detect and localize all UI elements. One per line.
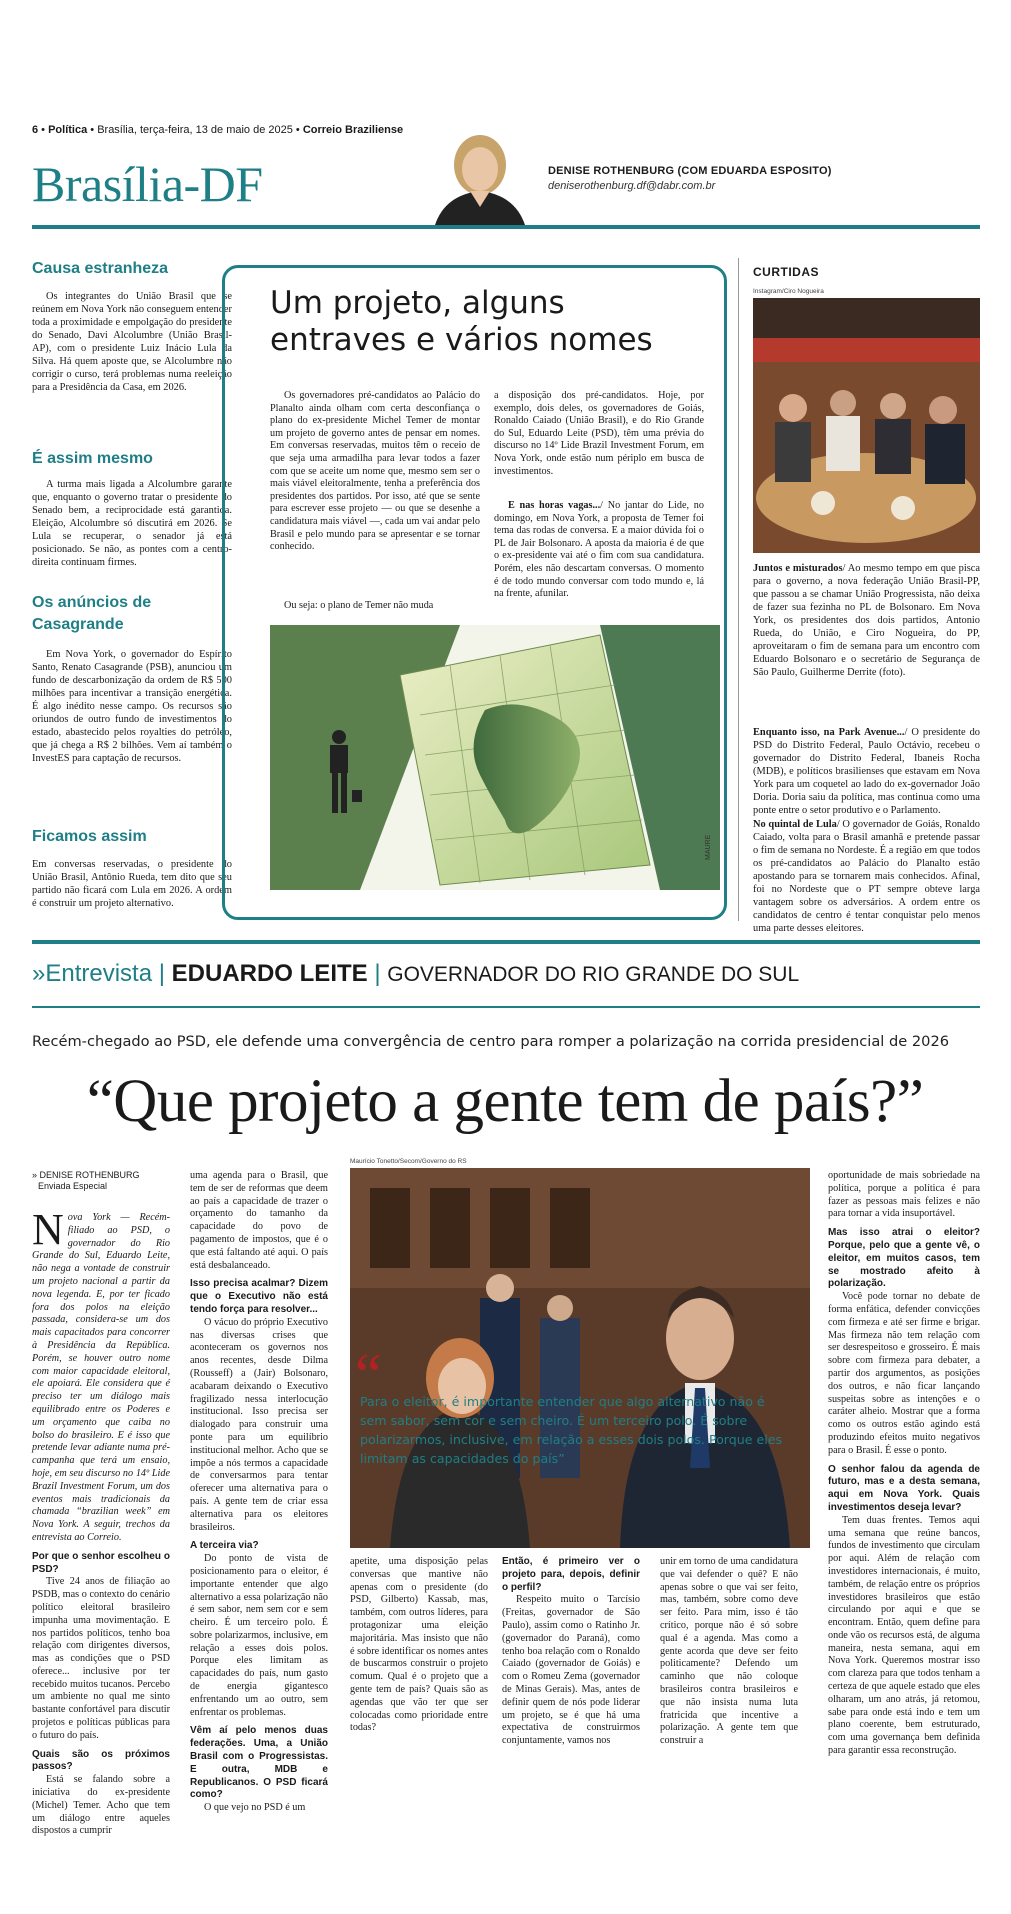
column-divider [738,258,739,921]
interview-subhead: Recém-chegado ao PSD, ele defende uma convergência de centro para romper a polarização na corrida presidencial de 2026 [32,1033,950,1050]
feature-col-2b [494,500,704,601]
curtidas-lead: Juntos e misturados [753,563,843,574]
columnist-email[interactable]: deniserothenburg.df@dabr.com.br [548,180,716,192]
interview-photo [350,1168,810,1548]
curtidas-text: / O presidente do PSD do Distrito Federal, Paulo Octávio, recebeu o governador do Distrito Federal, Ibaneis Rocha (MDB), e políticos brasilienses que estavam em Nova York para um coquetel ao lado do ex-governador João Doria. Doria saiu da política, mas continua como uma ponte entre o setor produtivo e o Parlamento. [753,727,981,816]
feature-lead: E nas horas vagas... [508,500,601,511]
photo-credit: Instagram/Ciro Nogueira [753,288,824,295]
puzzle-map-illustration [270,625,720,890]
curtidas-label: CURTIDAS [753,265,819,279]
photo-credit: Maurício Tonetto/Secom/Governo do RS [350,1158,467,1165]
note-heading: Os anúncios de Casagrande [32,594,152,633]
curtidas-item [753,818,980,935]
answer: apetite, uma disposição pelas conversas que mantive não apenas com o presidente (do PSD, Gilberto) Kassab, mas, também, com outros líderes, para protagonizar uma eleição majoritária. Mas insisto que não é sobre identificar os nomes antes de buscarmos construir o projeto comum. Qual é o projeto que a gente tem de país? Quais são as agendas que vão ter que ser colocadas como prioridade entre todas? [350,1556,488,1734]
illustration-credit: MAURE [705,834,712,860]
note-body: Em Nova York, o governador do Espírito Santo, Renato Casagrande (PSB), anunciou um fundo de descarbonização da ordem de R$ 500 milhões para incentivar a transição energética. É algo inédito nesse campo. Os recursos são oriundos de outro fundo de investimentos do estado, abastecido pelos royalties do petróleo, que já chega a R$ 2 bilhões. Vem aí também o InvestES para captação de recursos. [32,649,232,764]
band-prefix: »Entrevista [32,960,153,987]
interview-band: »Entrevista | EDUARDO LEITE | GOVERNADOR DO RIO GRANDE DO SUL [32,960,800,987]
question: Quais são os próximos passos? [32,1748,170,1773]
curtidas-lead: Enquanto isso, na Park Avenue... [753,727,905,738]
note-body: A turma mais ligada a Alcolumbre garante que, enquanto o governo tratar o presidente do Senado bem, a reciprocidade está garantida. Eleição, Alcolumbre só discutirá em 2026. Se Lula se recuperar, o senador já está posicionado. Se não, as pontes com a centro-direita continuam firmes. [32,479,232,568]
interview-headline: “Que projeto a gente tem de país?” [86,1068,924,1135]
column-masthead: Brasília-DF [32,156,263,212]
interview-col-3 [350,1556,488,1735]
answer: O que vejo no PSD é um [204,1802,306,1814]
curtidas-item [753,562,980,679]
answer: unir em torno de uma candidatura que vai defender o quê? E não apenas sobre o que vai ser feito, mas, também, sobre como deve ser feito. Para mim, isso é tão crítico, porque não é só sobre qual é a agenda. Mas como a gente acorda que deve ser feito politicamente? Defendo um caminho que não coloque brasileiros contra brasileiros e que não insista numa luta fratricida que incentive a polarização. A gente tem que construir a [660,1556,798,1747]
interviewee-name: EDUARDO LEITE [171,960,368,987]
feature-col-1-end: Ou seja: o plano de Temer não muda [284,600,434,611]
answer: uma agenda para o Brasil, que tem de ser de reformas que deem ao país a capacidade de trazer o orçamento do tamanho da capacidade do povo de pagamento de impostos, que é o que está faltando até aqui. O país está desbalanceado. [190,1170,328,1271]
columnist-portrait [425,125,535,225]
feature-title: Um projeto, alguns entraves e vários nomes [270,285,653,358]
answer: Respeito muito o Tarcísio (Freitas, governador de São Paulo), assim como o Ratinho Jr. (governador do Paraná), como tenho boa relação com o Ronaldo Caiado (governador de Goiás) e com o Romeu Zema (governador de Minas Gerais). Mas, antes de definir quem de nós pode liderar um projeto, se é que há uma expectativa de construirmos conjuntamente, vamos nos [502,1594,640,1747]
answer: Do ponto de vista de posicionamento para o eleitor, é importante entender que algo alternativo a essa polarização não é sem sabor, nem sem cor e sem cheiro. É um terceiro polo. É sobre polarizarmos, inclusive, em relação a esses dois polos. Porque eles limitam as capacidades do país, num gasto de energia gigantesco enfrentando um ao outro, sem enfrentar os problemas. [190,1553,328,1718]
question: Por que o senhor escolheu o PSD? [32,1550,170,1575]
drop-cap: N [32,1205,64,1254]
band-rule-top [32,940,980,944]
answer: oportunidade de mais sobriedade na política, porque a política é para fazer as pessoas mais felizes e não para tornar a vida insuportável. [828,1170,980,1220]
curtidas-item [753,726,980,817]
question: Mas isso atrai o eleitor? Porque, pelo que a gente vê, o eleitor, em muitos casos, tem se mostrado afeito à polarização. [828,1227,980,1290]
dateline: Brasília, terça-feira, 13 de maio de 2025 [97,124,293,136]
note-heading: Ficamos assim [32,828,147,845]
curtidas-text: / Ao mesmo tempo em que pisca para o governo, a nova federação União Brasil-PP, que passou a se chamar União Progressista, não deixa de fazer sua fezinha no PL de Bolsonaro. Em Nova York, os presidentes dos dois partidos, Antonio Rueda, do União, e Ciro Nogueira, do PP, aproveitaram o fim de semana para um encontro com Eduardo Bolsonaro e o secretário de Segurança de São Paulo, Guilherme Derrite (foto). [753,563,980,678]
byline-role: Enviada Especial [38,1181,108,1191]
interviewee-role: GOVERNADOR DO RIO GRANDE DO SUL [387,963,800,986]
section-name: Política [48,124,88,136]
interview-col-6 [828,1170,980,1758]
page-number: 6 [32,124,39,136]
restaurant-group-photo [753,298,980,553]
feature-col-2: a disposição dos pré-candidatos. Hoje, por exemplo, dois deles, os governadores de Goiás, Ronaldo Caiado (União Brasil), e do Rio Grande do Sul, Eduardo Leite (PSD), têm uma prévia do discurso no 14º Lide Brazil Investment Forum, em Nova York, onde estão num périplo em busca de investimentos. [494,390,704,477]
byline: » DENISE ROTHENBURG [32,1170,140,1180]
pull-quote: Para o eleitor, é importante entender que algo alternativo não é sem sabor, sem cor e sem cheiro. É um terceiro polo. É sobre polarizarmos, inclusive, em relação a esses dois polos. Porque eles limitam as capacidades do país” [360,1394,783,1466]
answer: Tem duas frentes. Temos aqui uma semana que reúne bancos, fundos de investimento que circulam por aqui. Além de relação com investidores internacionais, é muito, também, de relação entre os próprios investidores brasileiros que estão circulando por aqui e que se encontram. Então, quem define para onde vão os recursos está, de alguma maneira, nesta semana, aqui em Nova York. Queremos mostrar isso com clareza para que todos tenham a certeza de que aquele estado que eles olharam, um ano atrás, já retomou, sabe para onde está indo e tem um plano coerente, bem estruturado, com uma governança bem definida para garantir essa reconstrução. [828,1514,980,1757]
interview-col-5 [660,1556,798,1748]
quote-mark-icon: “ [355,1342,382,1408]
question: Vêm aí pelo menos duas federações. Uma, a União Brasil com o Progressistas. E outra, MDB e Republicanos. O PSD ficará como? [190,1725,328,1801]
header-rule [32,225,980,229]
question: O senhor falou da agenda de futuro, mas e a desta semana, aqui em Nova York. Quais investimentos deseja levar? [828,1463,980,1513]
interview-col-4 [502,1556,640,1748]
curtidas-lead: No quintal de Lula [753,819,837,830]
note-body: Os integrantes do União Brasil que se reúnem em Nova York não conseguem entender toda a proximidade e empolgação do presidente do Senado, Davi Alcolumbre (União Brasil-AP), com o presidente Luiz Inácio Lula da Silva. Há quem aposte que, se Alcolumbre não corrigir o curso, terá problemas numa reeleição para a Presidência da Casa, em 2026. [32,291,232,393]
folio: 6 • Política • Brasília, terça-feira, 13 de maio de 2025 • Correio Braziliense [32,124,404,136]
interview-intro: ova York — Recém-filiado ao PSD, o governador do Rio Grande do Sul, Eduardo Leite, não nega a vontade de construir um projeto nacional a partir da nova legenda. E, por ter ficado fora dos polos na eleição passada, considera-se um dos mais capacitados para concorrer à Presidência da República. Porém, se houver outro nome com maior capacidade eleitoral, ele apoiará. Ele considera que é preciso ter um diálogo mais equilibrado entre os Poderes e um orçamento que caiba no bolso do brasileiro. E é isso que pretende levar adiante numa pré-campanha que terá um ensaio, hoje, em seu discurso no 14º Lide Brazil Investment Forum, um dos eventos mais tradicionais da chamada “brazilian week” em Nova York. A seguir, trechos da entrevista ao Correio. [32,1212,170,1543]
answer: Está se falando sobre a iniciativa do ex-presidente (Michel) Temer. Acho que tem um diálogo entre aqueles dispostos a cumprir [32,1774,170,1837]
answer: O vácuo do próprio Executivo nas diversas crises que aconteceram os governos nos anos recentes, desde Dilma (Rousseff) a (Jair) Bolsonaro, acabaram deixando o Executivo fragilizado nessa interlocução institucional. Isso precisa ser dialogado para construir uma ponte para um equilíbrio institucional melhor. Acho que se impõe a nós termos a capacidade de conversarmos para tentar oferecer uma alternativa para o país. A gente tem de criar essa alternativa para os eleitores brasileiros. [190,1316,328,1533]
columnist-name: DENISE ROTHENBURG (COM EDUARDA ESPOSITO) [548,165,832,177]
question: Isso precisa acalmar? Dizem que o Executivo não está tendo força para resolver... [190,1278,328,1315]
paper-name: Correio Braziliense [302,124,404,136]
feature-col-2b-text: / No jantar do Lide, no domingo, em Nova York, a proposta de Temer foi tema das rodas de conversa. E a maior dúvida foi o PL de Jair Bolsonaro. A aposta da maioria é de que o ex-presidente vai até o fim com sua candidatura. Porém, eles não descartam conversas. O momento é de todo mundo conversar com todo mundo e, lá na frente, afunilar. [494,500,704,600]
feature-col-1: Os governadores pré-candidatos ao Palácio do Planalto ainda olham com certa desconfiança o plano do ex-presidente Michel Temer de montar um projeto de governo antes de pensar em nomes. Em conversas reservadas, muitos têm o receio de que seja uma armadilha para levar todos a fazer com que se aceite um nome que, mesmo sem ser o mais viável eleitoralmente, tenha a preferência dos presidentes dos partidos. Por isso, até que se sente para escrever esse projeto — ou que se desenhe a candidatura mais viável —, cada um vai andar pelo Brasil e pelo mundo para se apresentar e se tornar conhecido. [270,390,480,553]
answer: Tive 24 anos de filiação ao PSDB, mas o contexto do cenário político eleitoral brasileiro impunha uma movimentação. E nos partidos políticos, tenho boa relação com dirigentes diversos, mas as condições que o PSD oferece... inclusive por ter recebido muitos tucanos. Percebo um ambiente no qual me sinto bastante confortável para discutir projetos e políticas públicas para o futuro do país. [32,1576,170,1741]
curtidas-text: / O governador de Goiás, Ronaldo Caiado, volta para o Brasil amanhã e pretende passar o fim de semana no Nordeste. É a região em que todos os pré-candidatos ao Palácio do Planalto estão apostando para se tornarem mais conhecidos. Afinal, foi no Nordeste que o PT sempre obteve larga vantagem sobre os adversários. A ordem entre os candidatos de centro é tentar conquistar pelo menos uma parte desses eleitores. [753,819,980,934]
answer: Você pode tornar no debate de forma enfática, defender convicções com firmeza e até ser firme e brigar. Mas firmeza não tem relação com ser desrespeitoso e grosseiro. É mais sobre com firmeza para debater, a partir dos argumentos, as posições dos outros, e não ficar lançando suspeitas sobre as intenções e o caráter alheio. Mostrar que a forma como os outros estão agindo está produzindo efeitos muito negativos para o Brasil. É esse o ponto. [828,1291,980,1456]
note-heading: Causa estranheza [32,260,169,277]
note-heading: É assim mesmo [32,450,153,467]
band-rule-bottom [32,1006,980,1008]
note-body: Em conversas reservadas, o presidente do União Brasil, Antônio Rueda, tem dito que seu partido não ficará com Lula em 2026. A ordem é construir um projeto alternativo. [32,859,232,909]
question: Então, é primeiro ver o projeto para, depois, definir o perfil? [502,1556,640,1593]
question: A terceira via? [190,1540,259,1552]
interview-col-2 [190,1170,328,1815]
interview-col-1 [32,1205,170,1838]
